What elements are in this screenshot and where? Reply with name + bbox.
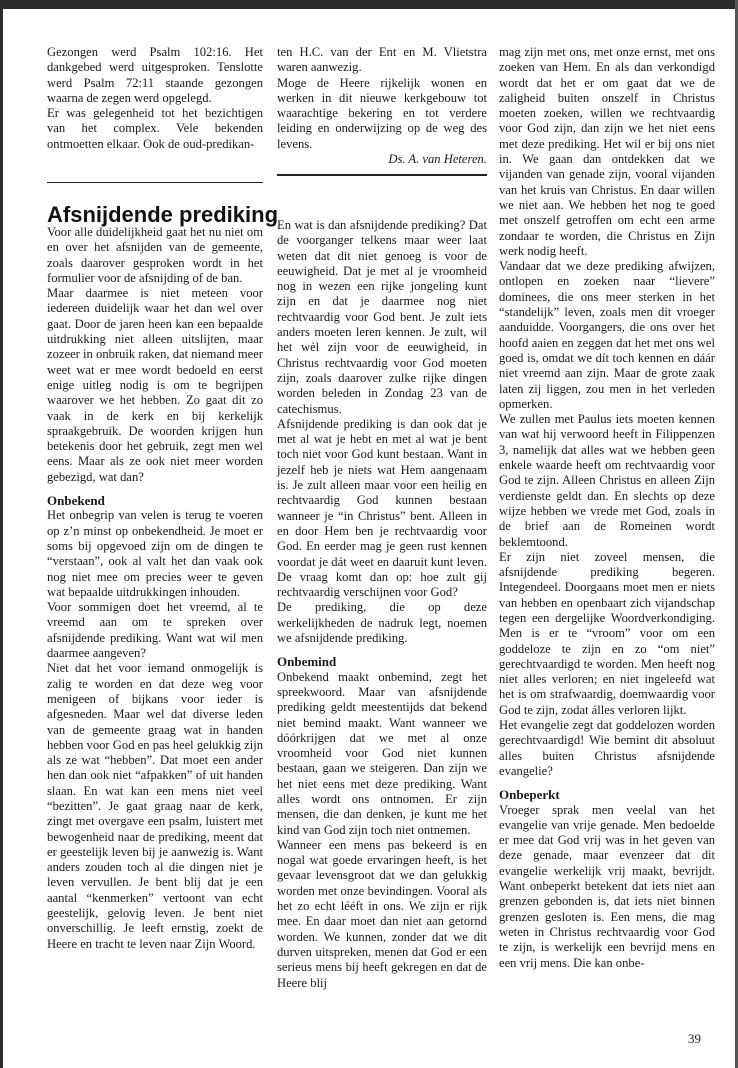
article-column-2 [277, 218, 487, 991]
paragraph: Het onbegrip van velen is terug te voeren op z’n minst op onbekendheid. Je moet er soms bij opgevoed zijn om de dingen te “verstaan”, ook al valt het dan vaak ook nog niet mee om precies weer te geven wat bepaalde uitdrukkingen inhouden. [47, 508, 263, 599]
paragraph: Er zijn niet zoveel mensen, die afsnijdende prediking begeren. Integendeel. Doorgaans moet men er niets van hebben en openbaart zich vijandschap tegen een dergelijke Woordverkondiging. Men is er te “vroom” voor om een goddeloze te zijn en zo “om niet” gerechtvaardigd te worden. Men heeft nog niet alles verloren; en niet ingeleefd wat het is om strafwaardig, doemwaardig voor God te zijn, zodat álles verloren lijkt. [499, 549, 715, 717]
paragraph: Maar daarmee is niet meteen voor iedereen duidelijk waar het dan wel over gaat. Door de jaren heen kan een bepaalde uitdrukking niet alleen uitslijten, maar zozeer in onbruik raken, dat niemand meer weet wat er mee wordt bedoeld en eerst enige uitleg nodig is om te begrijpen waarover we het hebben. Zo gaat dit zo vaak in de kerk en bij kerkelijk spraakgebruik. De woorden krijgen hun betekenis door het gebruik, zegt men wel eens. Maar als ze ook niet meer worden gebezigd, wat dan? [47, 286, 263, 484]
paragraph: Onbekend maakt onbemind, zegt het spreekwoord. Maar van afsnijdende prediking geldt meestentijds dat bekend niet bemind maakt. Want wanneer we dóórkrijgen dat we met al onze vroomheid voor God niet kunnen bestaan, gaan we steigeren. Dan zijn we het niet eens met deze prediking. Want alles wordt ons ontnomen. Er zijn mensen, die dan denken, je kunt me het kind van God zijn toch niet ontnemen. [277, 669, 487, 837]
separator-rule [277, 174, 487, 176]
author-signature: Ds. A. van Heteren. [388, 152, 487, 167]
section-heading: Onbeperkt [499, 787, 560, 803]
section-heading: Onbemind [277, 654, 337, 670]
paragraph: Moge de Heere rijkelijk wonen en werken in dit nieuwe kerkgebouw tot waarachtige bekering en tot verdere leiding en onderwijzing op de weg des levens. [277, 75, 487, 151]
paragraph: Niet dat het voor iemand onmogelijk is zalig te worden en dat deze weg voor menigeen of bijkans voor ieder is afgesneden. Maar wel dat diverse leden van de gemeente graag wat in handen hebben voor God en pas heel gelukkig zijn als ze wat “hebben”. Dat moet een ander hen dan ook niet “afpakken” of uit handen slaan. En wat kan een mens niet veel “bezitten”. Je gaat graag naar de kerk, zingt met overgave een psalm, luistert met bewogenheid naar de prediking, meent dat er geestelijk leven bij je aanwezig is. Want anders zouden toch al die dingen niet je leven vervullen. Je bent blij dat je een aantal “kenmerken” vertoont van echt geestelijk, gelovig leven. Je bent niet onverschillig. Je leeft ernstig, zoekt de Heere en tracht te leven naar Zijn Woord. [47, 661, 263, 951]
article-column-1 [47, 225, 263, 952]
paragraph: Gezongen werd Psalm 102:16. Het dankgebed werd uitgesproken. Tenslotte werd Psalm 72:11 staande gezongen waarna de zegen werd opgelegd. [47, 45, 263, 105]
paragraph: Afsnijdende prediking is dan ook dat je met al wat je hebt en met al wat je bent toch niet voor God kunt bestaan. Want in jezelf heb je niets wat Hem aangenaam is. Je zult alleen maar voor een heilig en rechtvaardig God kunnen bestaan wanneer je “in Christus” bent. Alleen in en door Hem ben je rechtvaardig voor God. En eerder mag je geen rust kennen voordat je dát weet en daaruit kunt leven. De vraag komt dan op: hoe zult gij rechtvaardig verschijnen voor God? [277, 416, 487, 600]
paragraph: En wat is dan afsnijdende prediking? Dat de voorganger telkens maar weer laat weten dat dit niet genoeg is voor de eeuwigheid. Dat je met al je vroomheid nog in wezen een rijke jongeling kunt zijn en dat je daarmee nog niet rechtvaardig voor God bent. Je zult iets anders moeten leren kennen. Je zult, wil het wèl zijn voor de eeuwigheid, in Christus rechtvaardig voor God moeten zijn, zoals daarover zulke rijke dingen worden beleden in Zondag 23 van de catechismus. [277, 218, 487, 416]
section-heading: Onbekend [47, 493, 105, 509]
paragraph: Wanneer een mens pas bekeerd is en nogal wat goede ervaringen heeft, is het gevaar levensgroot dat we dan gelukkig worden met onze bevindingen. Vooral als het zo echt lééft in ons. We zijn er rijk mee. En daar moet dan niet aan getornd worden. We kunnen, zonder dat we dit durven uitspreken, menen dat God er een serieus mens bij heeft gekregen en dat de Heere blij [277, 837, 487, 990]
paragraph: Voor alle duidelijkheid gaat het nu niet om en over het afsnijden van de gemeente, zoals daarover gesproken wordt in het formulier voor de afsnijding of de ban. [47, 225, 263, 285]
title-rule [47, 182, 263, 183]
previous-article-column-1 [47, 45, 263, 152]
paragraph: ten H.C. van der Ent en M. Vlietstra waren aanwezig. [277, 45, 487, 75]
article-column-3 [499, 45, 715, 971]
scan-edge-left [0, 0, 3, 1068]
paragraph: We zullen met Paulus iets moeten kennen van wat hij verwoord heeft in Filippenzen 3, namelijk dat alles wat we hebben geen enkele waarde heeft om rechtvaardig voor God te zijn. Alleen Christus en alleen Zijn verdienste geldt dan. En slechts op deze wijze hebben we vrede met God, zoals in de brief aan de Romeinen wordt beklemtoond. [499, 412, 715, 549]
previous-article-column-2 [277, 45, 487, 167]
scan-edge-top [0, 0, 738, 9]
paragraph: Er was gelegenheid tot het bezichtigen van het complex. Vele bekenden ontmoetten elkaar. Ook de oud-predikan- [47, 106, 263, 151]
paragraph: mag zijn met ons, met onze ernst, met ons zoeken van Hem. En als dan verkondigd wordt dat het er om gaat dat we de zaligheid buiten onszelf in Christus moeten zoeken, willen we rechtvaardig voor God zijn, dan zijn we het niet eens met deze prediking. Het wil er bij ons niet in. We gaan dan ontdekken dat we vijanden van genade zijn, vooral vijanden van het kruis van Christus. En daar willen we niet aan. We hebben het nog te goed met onszelf getroffen om echt een arme zondaar te worden, die Christus en Zijn werk nodig heeft. [499, 45, 715, 258]
paragraph: Vroeger sprak men veelal van het evangelie van vrije genade. Men bedoelde er mee dat God vrij was in het geven van deze genade, maar evenzeer dat dit evangelie werkelijk vrij maakt, bevrijdt. Want onbeperkt betekent dat iets niet aan grenzen gebonden is, dat iets niet binnen grenzen gesloten is. Een mens, die mag weten in Christus rechtvaardig voor God te zijn, is werkelijk een bevrijd mens en een vrij mens. Die kan onbe- [499, 802, 715, 970]
article-title: Afsnijdende prediking [47, 201, 279, 227]
paragraph: Voor sommigen doet het vreemd, al te vreemd aan om te spreken over afsnijdende prediking. Want wat wil men daarmee aangeven? [47, 600, 263, 661]
paragraph: Het evangelie zegt dat goddelozen worden gerechtvaardigd! Wie bemint dit absoluut alles buiten Christus afsnijdende evangelie? [499, 718, 715, 778]
paragraph: Vandaar dat we deze prediking afwijzen, ontlopen en zoeken naar “lievere” dominees, die ons meer sterken in het “standelijk” leven, zoals men dit vroeger aanduidde. Voorgangers, die ons over het hoofd aaien en zeggen dat het met ons wel goed is, omdat we dít toch kennen en dáár niet vreemd aan zijn. Maar de grote zaak laten zij liggen, zou men in het verleden opmerken. [499, 259, 715, 411]
page-number: 39 [688, 1031, 701, 1046]
paragraph: De prediking, die op deze werkelijkheden de nadruk legt, noemen we afsnijdende prediking. [277, 600, 487, 646]
